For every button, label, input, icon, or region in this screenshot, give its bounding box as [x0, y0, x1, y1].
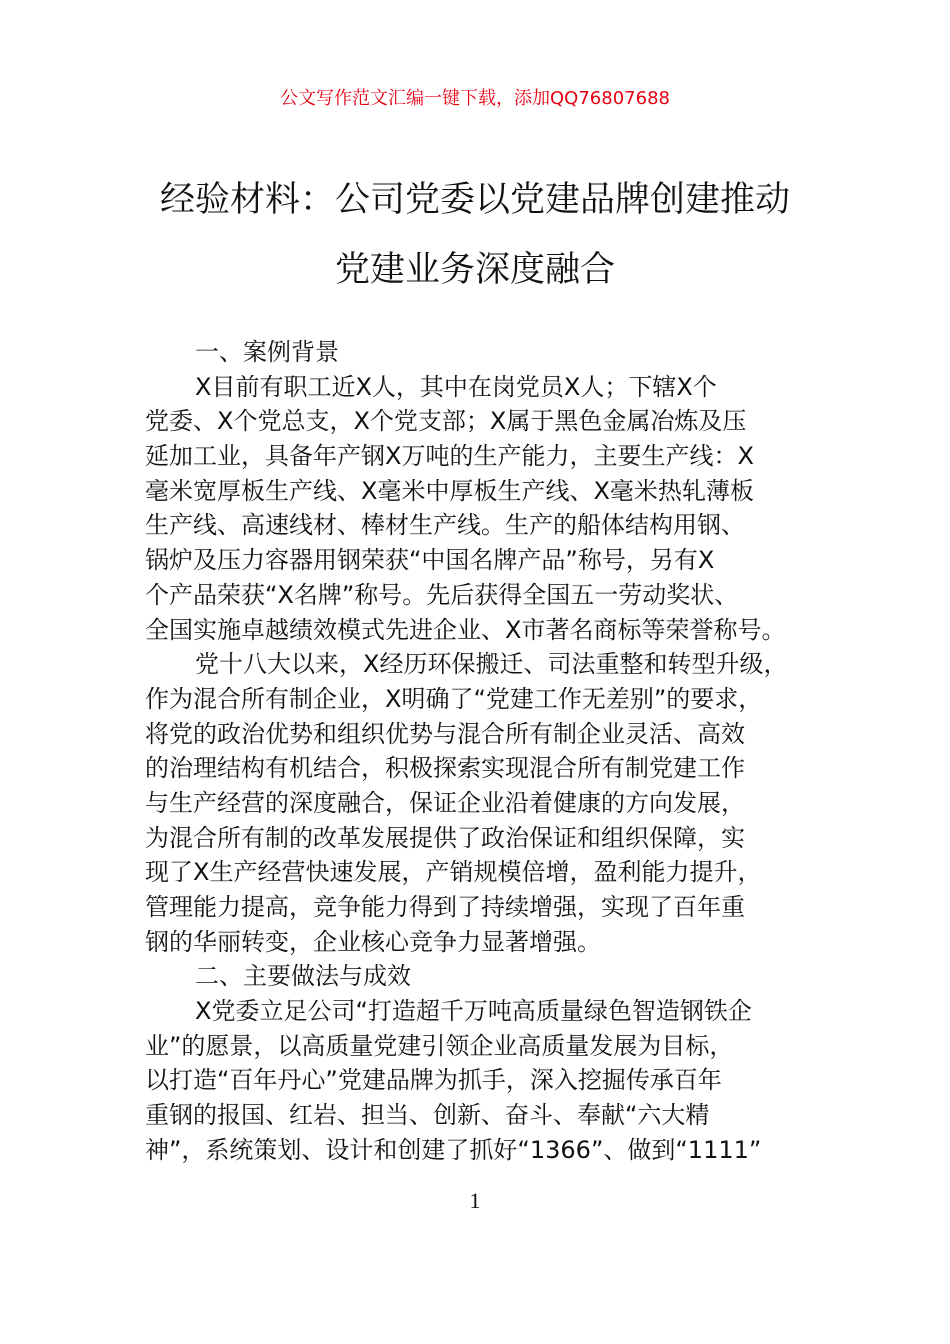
text-line: 党委、X个党总支，X个党支部；X属于黑色金属冶炼及压	[145, 407, 747, 436]
document-body	[145, 335, 845, 1168]
text-line: 重钢的报国、红岩、担当、创新、奋斗、奉献“六大精	[145, 1101, 710, 1130]
text-line: 神”，系统策划、设计和创建了抓好“1366”、做到“1111”	[145, 1135, 762, 1164]
text-line: 毫米宽厚板生产线、X毫米中厚板生产线、X毫米热轧薄板	[145, 476, 754, 505]
text-line: 二、主要做法与成效	[195, 962, 411, 991]
text-line: 党十八大以来，X经历环保搬迁、司法重整和转型升级，	[195, 650, 788, 679]
text-line: 作为混合所有制企业，X明确了“党建工作无差别”的要求，	[145, 684, 763, 713]
text-line: 管理能力提高，竞争能力得到了持续增强，实现了百年重	[145, 893, 745, 921]
text-line: 将党的政治优势和组织优势与混合所有制企业灵活、高效	[145, 719, 745, 748]
text-line: X党委立足公司“打造超千万吨高质量绿色智造钢铁企	[195, 997, 752, 1026]
text-line: 钢的华丽转变，企业核心竞争力显著增强。	[145, 927, 601, 956]
text-line: 全国实施卓越绩效模式先进企业、X市著名商标等荣誉称号。	[145, 615, 786, 644]
text-line: 的治理结构有机结合，积极探索实现混合所有制党建工作	[145, 754, 745, 783]
text-line: 个产品荣获“X名牌”称号。先后获得全国五一劳动奖状、	[145, 580, 739, 609]
document-title-line-2: 党建业务深度融合	[334, 250, 615, 290]
text-line: 现了X生产经营快速发展，产销规模倍增，盈利能力提升，	[145, 858, 762, 887]
document-title-line-1: 经验材料：公司党委以党建品牌创建推动	[159, 180, 790, 220]
text-line: 与生产经营的深度融合，保证企业沿着健康的方向发展，	[145, 788, 745, 817]
page-number: 1	[469, 1188, 481, 1213]
text-line: 为混合所有制的改革发展提供了政治保证和组织保障，实	[145, 823, 745, 852]
text-line: 生产线、高速线材、棒材生产线。生产的船体结构用钢、	[145, 511, 745, 540]
text-line: 业”的愿景，以高质量党建引领企业高质量发展为目标，	[145, 1031, 734, 1060]
text-line: 锅炉及压力容器用钢荣获“中国名牌产品”称号，另有X	[145, 546, 715, 575]
text-line: 以打造“百年丹心”党建品牌为抓手，深入挖掘传承百年	[145, 1066, 722, 1095]
text-line: 延加工业，具备年产钢X万吨的生产能力，主要生产线：X	[145, 442, 754, 471]
text-line: X目前有职工近X人，其中在岗党员X人；下辖X个	[195, 372, 717, 401]
download-banner: 公文写作范文汇编一键下载，添加QQ76807688	[280, 88, 670, 109]
text-line: 一、案例背景	[195, 338, 339, 366]
